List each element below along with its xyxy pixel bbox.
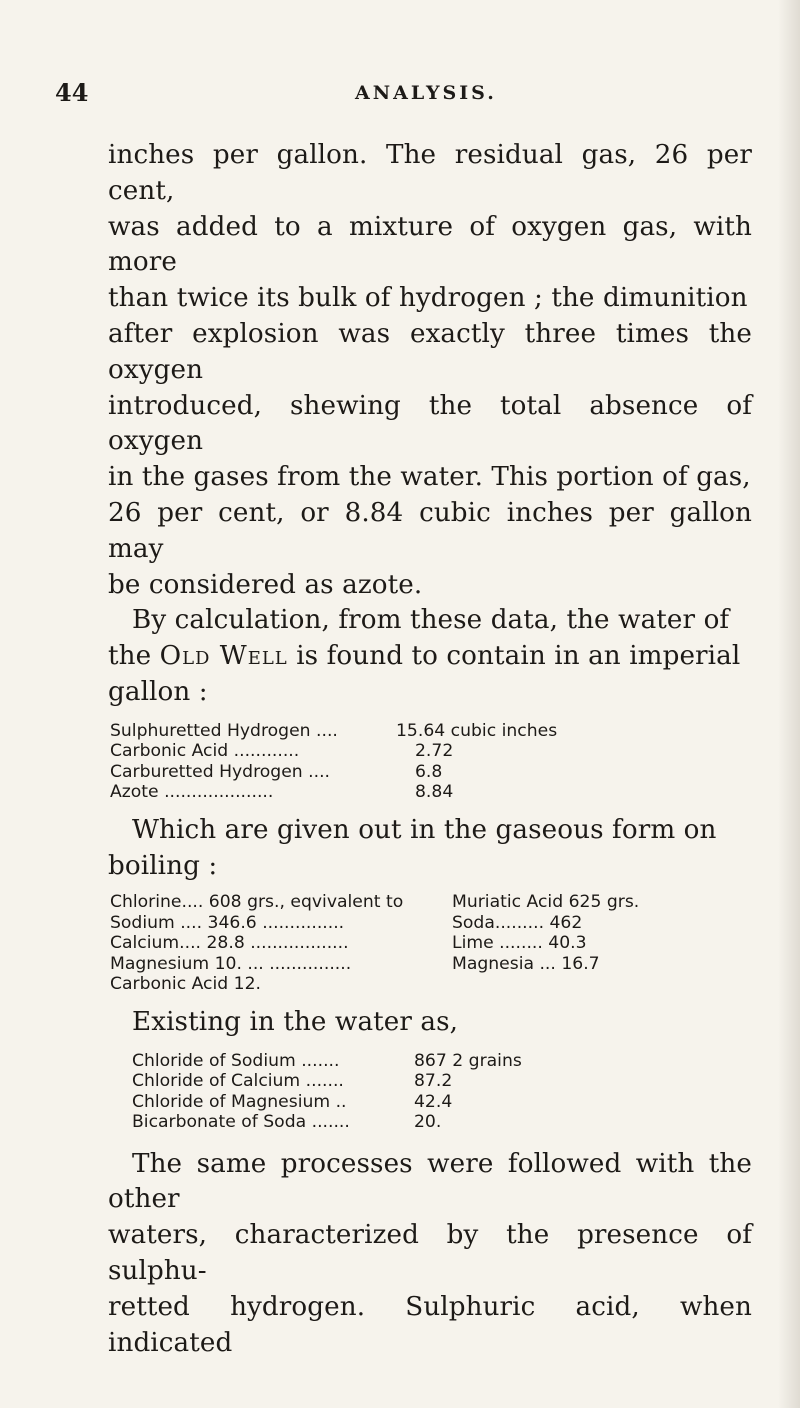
page-edge-shadow	[778, 0, 800, 1408]
p1-line-4: after explosion was exactly three times the oxygen	[108, 318, 752, 385]
table-row	[132, 1112, 752, 1133]
p2-line-2-pre: the	[108, 641, 160, 672]
compound-label: Chloride of Calcium .......	[132, 1071, 344, 1092]
table-row	[110, 782, 752, 803]
table-row	[110, 974, 752, 995]
equivalent-entry: Magnesia ... 16.7	[452, 953, 600, 974]
paragraph-5	[108, 1147, 752, 1362]
table-row	[110, 913, 752, 934]
compound-label: Chloride of Sodium .......	[132, 1050, 340, 1071]
equivalents-table	[110, 892, 752, 995]
gas-value: 6.8	[415, 761, 443, 782]
p1-line-2: was added to a mixture of oxygen gas, with more	[108, 211, 752, 278]
p5-line-2: waters, characterized by the presence of sulphu-	[108, 1220, 752, 1287]
element-entry: Chlorine.... 608 grs., eqvivalent to	[110, 892, 404, 913]
p2-line-1: By calculation, from these data, the water of	[132, 605, 730, 636]
table-row	[110, 741, 752, 762]
page-number: 44	[55, 78, 89, 107]
p1-line-8: be considered as azote.	[108, 569, 423, 600]
paragraph-1	[108, 138, 752, 603]
p4-line-1: Existing in the water as,	[132, 1006, 459, 1037]
compound-value: 87.2	[414, 1071, 453, 1092]
compound-value: 20.	[414, 1112, 442, 1133]
gas-label: Sulphuretted Hydrogen ....	[110, 720, 338, 741]
p2-line-3: gallon :	[108, 676, 208, 707]
compound-value: 867 2 grains	[414, 1050, 522, 1071]
p1-line-3: than twice its bulk of hydrogen ; the dimunition	[108, 283, 748, 314]
page-body	[108, 138, 752, 1361]
paragraph-2	[108, 603, 752, 710]
gases-table	[110, 721, 752, 803]
paragraph-3	[108, 813, 752, 885]
compound-value: 42.4	[414, 1091, 453, 1112]
element-entry: Calcium.... 28.8 ..................	[110, 933, 349, 954]
equivalent-entry: Soda......... 462	[452, 912, 583, 933]
equivalent-entry: Muriatic Acid 625 grs.	[452, 892, 640, 913]
compound-label: Bicarbonate of Soda .......	[132, 1112, 350, 1133]
p1-line-7: 26 per cent, or 8.84 cubic inches per gallon may	[108, 497, 752, 564]
old-well-name: Old Well	[159, 641, 288, 672]
gas-value: 15.64 cubic inches	[396, 720, 558, 741]
gas-value: 2.72	[415, 741, 454, 762]
element-entry: Carbonic Acid 12.	[110, 974, 261, 995]
equivalent-entry: Lime ........ 40.3	[452, 933, 587, 954]
p3-line-2: boiling :	[108, 850, 218, 881]
table-row	[132, 1051, 752, 1072]
p5-line-3: retted hydrogen. Sulphuric acid, when indicated	[108, 1291, 752, 1358]
table-row	[110, 762, 752, 783]
running-head: ANALYSIS.	[355, 82, 497, 104]
paragraph-4	[108, 1005, 752, 1041]
gas-label: Azote ....................	[110, 782, 274, 803]
element-entry: Magnesium 10. ... ...............	[110, 953, 352, 974]
table-row	[110, 954, 752, 975]
gas-label: Carburetted Hydrogen ....	[110, 761, 330, 782]
p2-line-2-post: is found to contain in an imperial	[287, 641, 741, 672]
table-row	[132, 1071, 752, 1092]
table-row	[110, 892, 752, 913]
p3-line-1: Which are given out in the gaseous form on	[132, 814, 717, 845]
p1-line-1: inches per gallon. The residual gas, 26 per cent,	[108, 140, 752, 206]
element-entry: Sodium .... 346.6 ...............	[110, 912, 345, 933]
table-row	[110, 721, 752, 742]
table-row	[110, 933, 752, 954]
gas-label: Carbonic Acid ............	[110, 741, 300, 762]
gas-value: 8.84	[415, 782, 454, 803]
page-header	[55, 78, 745, 118]
p1-line-5: introduced, shewing the total absence of oxygen	[108, 390, 752, 457]
compound-label: Chloride of Magnesium ..	[132, 1091, 347, 1112]
p5-line-1: The same processes were followed with the other	[108, 1148, 752, 1215]
p1-line-6: in the gases from the water. This portion of gas,	[108, 462, 751, 493]
compounds-table	[132, 1051, 752, 1133]
table-row	[132, 1092, 752, 1113]
